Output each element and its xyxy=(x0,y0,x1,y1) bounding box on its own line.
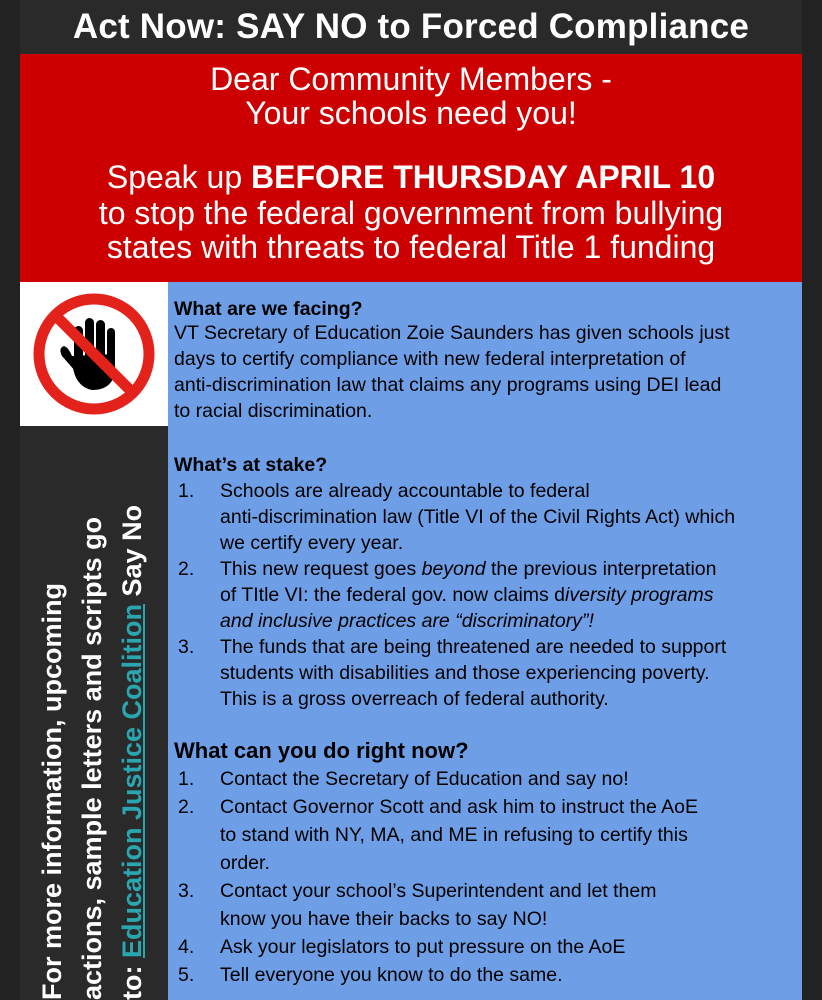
main-content xyxy=(168,282,802,1000)
stake-item-2-text: the previous interpretation xyxy=(485,558,717,580)
left-border xyxy=(0,0,20,1000)
sidebar-line-2: actions, sample letters and scripts go xyxy=(77,516,107,1000)
vertical-info xyxy=(20,426,168,1000)
action-item-number: 1. xyxy=(178,768,195,790)
banner-subgreeting: Your schools need you! xyxy=(245,95,577,131)
stake-item-number: 3. xyxy=(178,636,195,658)
stake-heading: What’s at stake? xyxy=(174,454,328,476)
stake-item-number: 1. xyxy=(178,480,195,502)
stake-item-3-line: students with disabilities and those experiencing poverty. xyxy=(220,662,710,684)
action-item-number: 3. xyxy=(178,880,195,902)
right-border xyxy=(802,0,822,1000)
action-item-2-line: order. xyxy=(220,852,270,874)
stake-item-2-text: This new request goes xyxy=(220,558,422,580)
action-item-3-line: know you have their backs to say NO! xyxy=(220,908,548,930)
stake-item-2-emphasis: beyond xyxy=(421,558,486,580)
stake-item-number: 2. xyxy=(178,558,195,580)
action-item-4-line: Ask your legislators to put pressure on the AoE xyxy=(220,936,626,958)
facing-line: days to certify compliance with new federal interpretation of xyxy=(174,348,686,370)
alert-banner xyxy=(20,54,802,282)
page-title: Act Now: SAY NO to Forced Compliance xyxy=(20,0,802,54)
sign-box xyxy=(20,282,168,426)
sidebar-line-1: For more information, upcoming xyxy=(37,583,67,1000)
stake-item-3-line: This is a gross overreach of federal authority. xyxy=(220,688,609,710)
action-item-1-line: Contact the Secretary of Education and say no! xyxy=(220,768,629,790)
facing-heading: What are we facing? xyxy=(174,298,363,320)
stake-item-2-text: of TItle VI: the federal gov. now claims d xyxy=(220,584,566,606)
action-heading: What can you do right now? xyxy=(174,738,469,763)
stake-item-1-line: we certify every year. xyxy=(220,532,404,554)
action-item-2-line: to stand with NY, MA, and ME in refusing to certify this xyxy=(220,824,688,846)
facing-line: to racial discrimination. xyxy=(174,400,373,422)
no-hand-stop-icon xyxy=(20,282,168,426)
action-item-number: 2. xyxy=(178,796,195,818)
action-item-3-line: Contact your school’s Superintendent and let them xyxy=(220,880,657,902)
stake-item-1-line: anti-discrimination law (Title VI of the Civil Rights Act) which xyxy=(220,506,736,528)
banner-greeting: Dear Community Members - xyxy=(210,61,612,97)
sidebar-line-3 xyxy=(112,426,152,1000)
stake-item-3-line: The funds that are being threatened are needed to support xyxy=(220,636,727,658)
sidebar-line-3-prefix: to: xyxy=(117,958,147,1000)
facing-line: VT Secretary of Education Zoie Saunders has given schools just xyxy=(174,322,730,344)
stake-item-2-line-2 xyxy=(220,582,713,608)
stake-item-2-line-3: and inclusive practices are “discriminatory”! xyxy=(220,610,594,632)
action-item-2-line: Contact Governor Scott and ask him to instruct the AoE xyxy=(220,796,698,818)
education-justice-coalition-link[interactable]: Education Justice Coalition xyxy=(117,603,147,959)
banner-deadline-prefix: Speak up xyxy=(106,159,251,195)
banner-line-4: to stop the federal government from bullying xyxy=(98,195,724,231)
stake-item-1-line: Schools are already accountable to federal xyxy=(220,480,590,502)
action-item-number: 5. xyxy=(178,964,195,986)
banner-line-5: states with threats to federal Title 1 funding xyxy=(106,229,716,265)
banner-deadline xyxy=(20,160,802,194)
stake-item-2-line-1 xyxy=(220,556,716,582)
action-item-number: 4. xyxy=(178,936,195,958)
banner-deadline-date: BEFORE THURSDAY APRIL 10 xyxy=(251,159,716,195)
action-item-5-line: Tell everyone you know to do the same. xyxy=(220,964,563,986)
stake-item-2-emphasis: iversity programs xyxy=(565,584,714,606)
sidebar-line-3-suffix: Say No xyxy=(117,504,147,604)
facing-line: anti-discrimination law that claims any programs using DEI lead xyxy=(174,374,722,396)
